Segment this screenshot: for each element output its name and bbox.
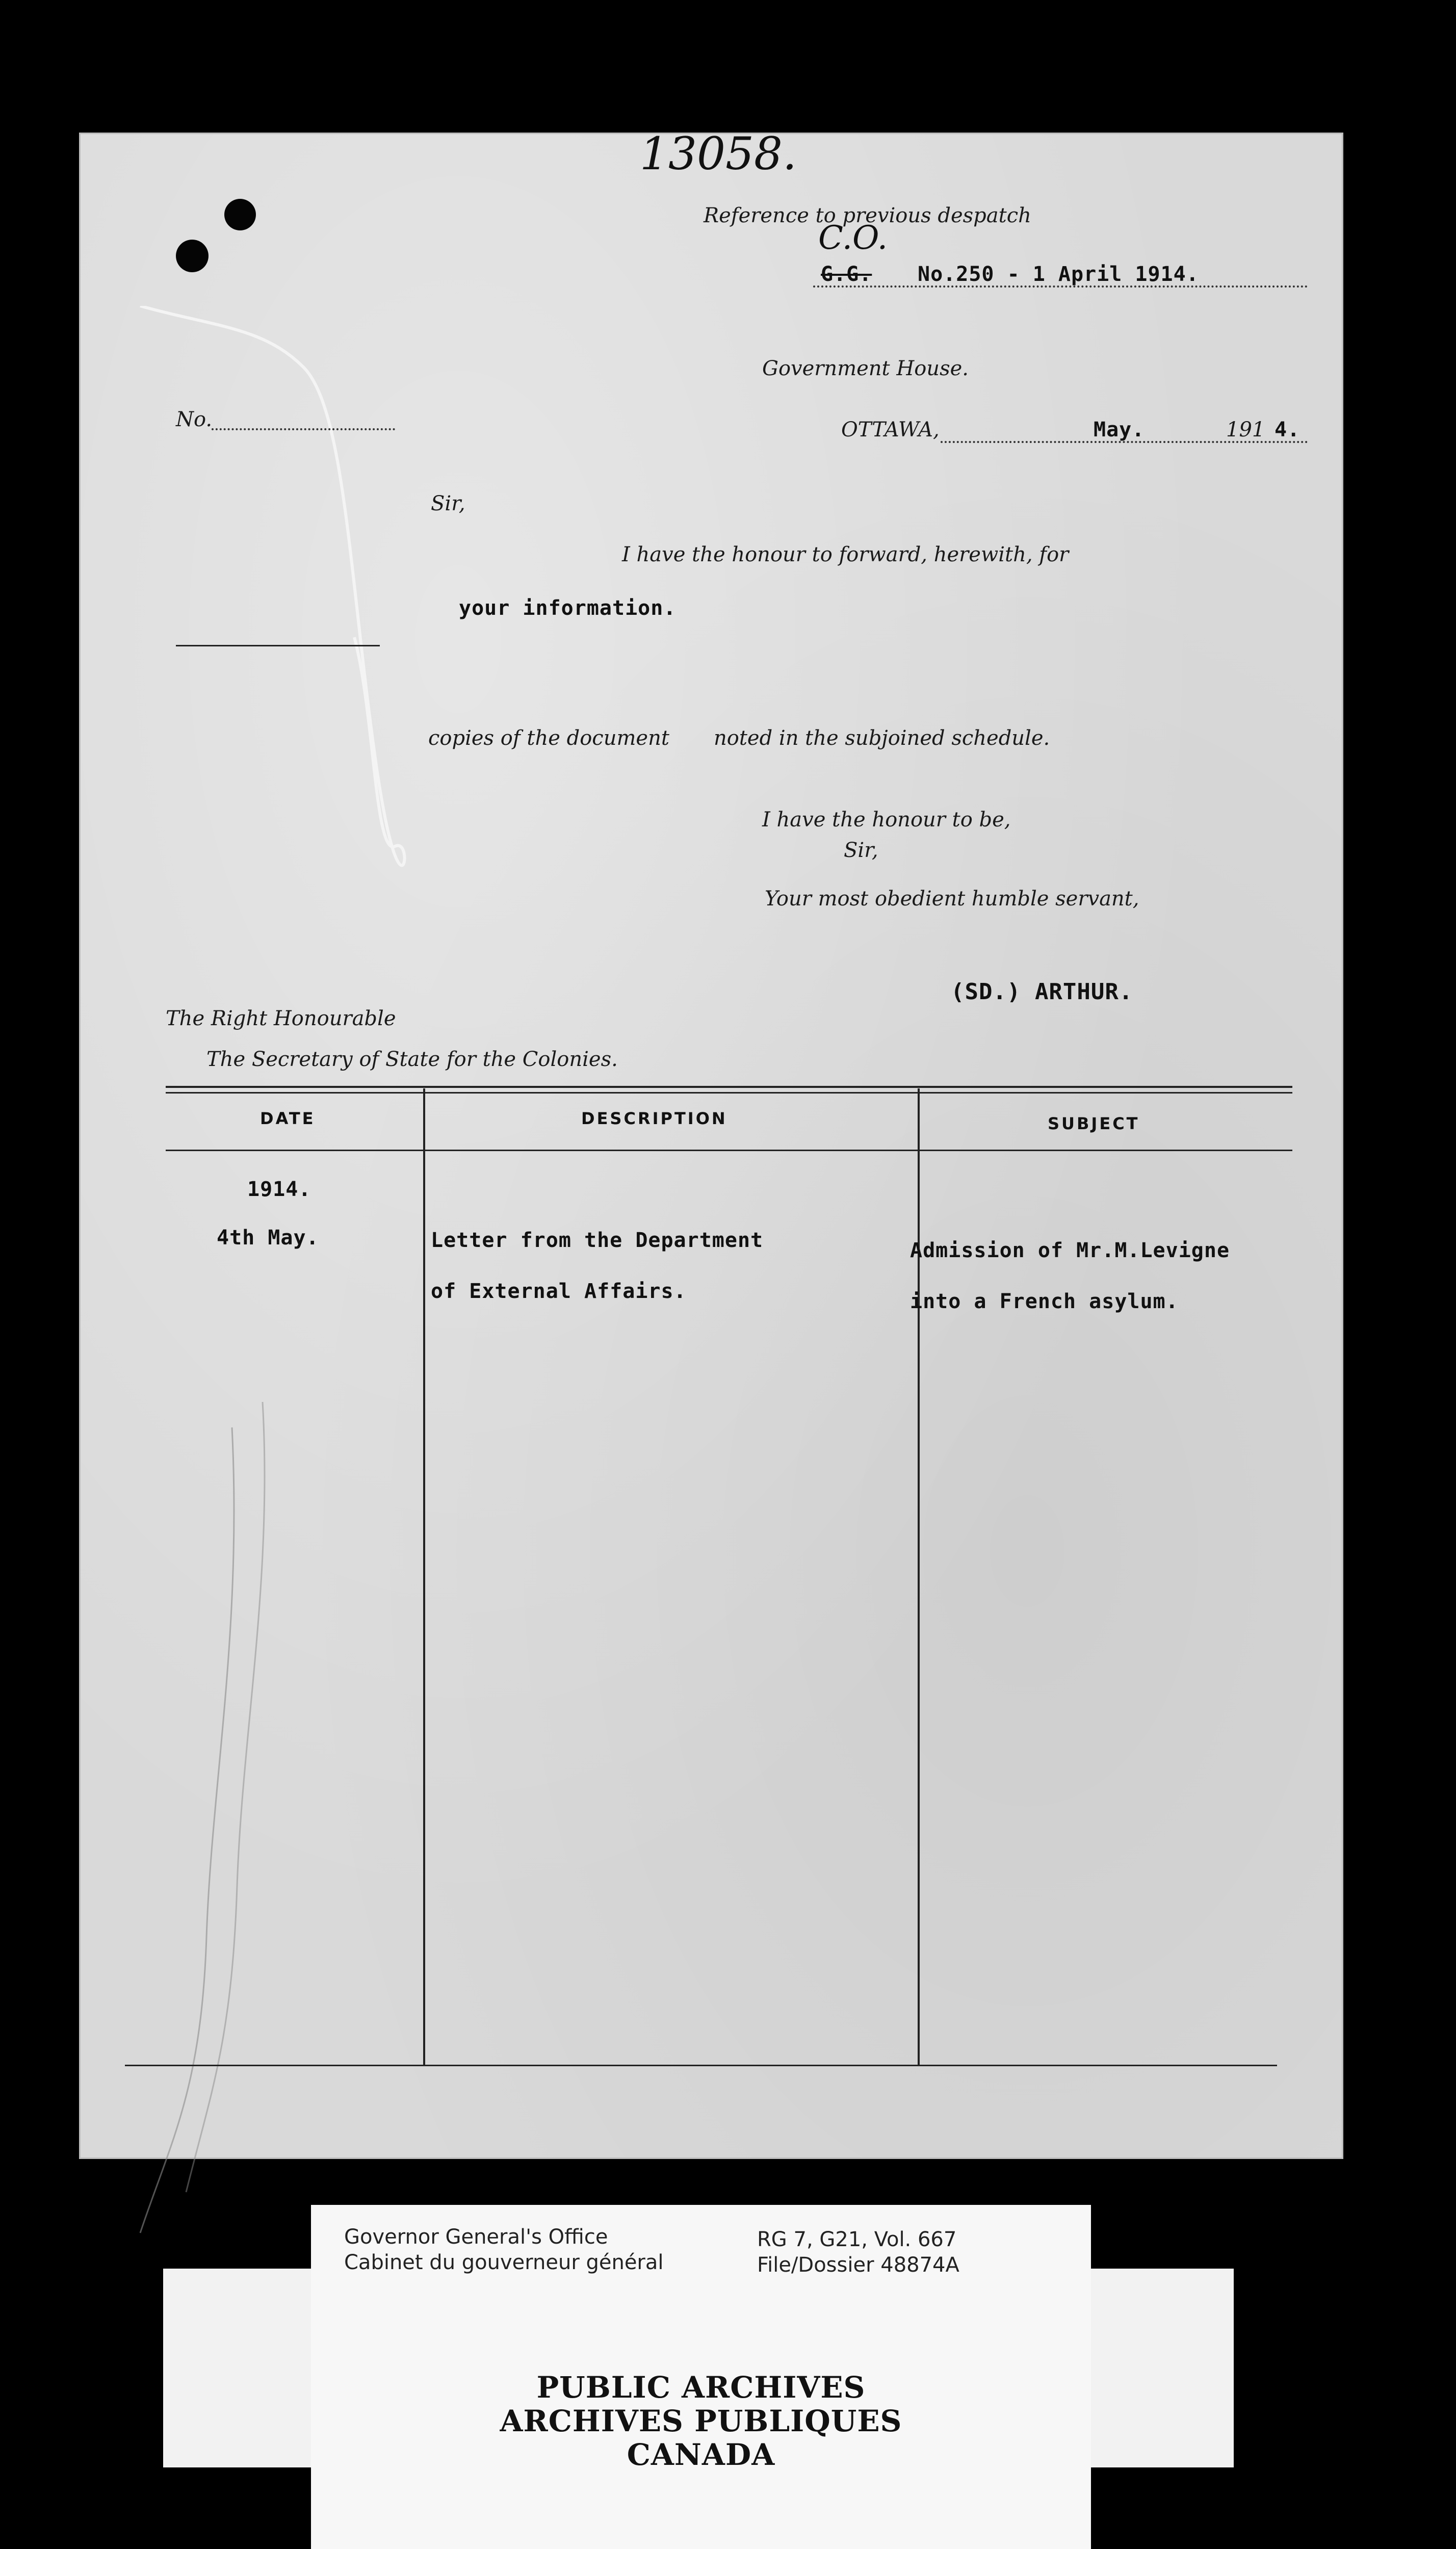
letter-line-1: I have the honour to forward, herewith, for [622, 543, 1069, 566]
schedule-description-line-1: Letter from the Department [431, 1229, 764, 1252]
schedule-description-line-2: of External Affairs. [431, 1280, 687, 1303]
table-column-divider-2 [918, 1088, 920, 2065]
closing-line-2: Sir, [844, 839, 878, 862]
table-bottom-rule [125, 2065, 1277, 2066]
despatch-reference: No.250 - 1 April 1914. [918, 263, 1199, 286]
table-column-divider-1 [423, 1088, 425, 2065]
signature: (SD.) ARTHUR. [951, 979, 1133, 1005]
archive-title-line-3: CANADA [627, 2437, 775, 2472]
schedule-year: 1914. [247, 1178, 311, 1201]
punch-hole [224, 199, 256, 230]
archive-office-fr: Cabinet du gouverneur général [344, 2251, 664, 2274]
column-header-date: DATE [260, 1109, 316, 1128]
archive-file: File/Dossier 48874A [757, 2253, 959, 2277]
addressee-line-2: The Secretary of State for the Colonies. [206, 1048, 618, 1071]
salutation: Sir, [431, 492, 465, 515]
archive-title-line-2: ARCHIVES PUBLIQUES [500, 2404, 902, 2438]
year-prefix: 191 [1226, 418, 1265, 441]
schedule-subject-line-1: Admission of Mr.M.Levigne [910, 1239, 1230, 1262]
crossed-prefix: G.G. [821, 263, 872, 286]
archive-title-line-1: PUBLIC ARCHIVES [536, 2370, 866, 2405]
reference-dotted-line [813, 285, 1308, 288]
closing-line-1: I have the honour to be, [762, 808, 1011, 831]
document-page [79, 127, 1343, 2159]
month-value: May. [1094, 418, 1145, 441]
addressee-line-1: The Right Honourable [166, 1007, 396, 1030]
table-top-rule-2 [166, 1092, 1292, 1094]
label-tab-left [163, 2269, 316, 2467]
schedule-date: 4th May. [217, 1226, 319, 1250]
archive-title [311, 2371, 1091, 2472]
handwritten-file-number: 13058. [640, 127, 797, 180]
government-house: Government House. [762, 357, 969, 380]
letter-purpose: your information. [459, 596, 677, 620]
archive-reference: RG 7, G21, Vol. 667 [757, 2228, 957, 2251]
margin-rule [176, 645, 380, 646]
schedule-subject-line-2: into a French asylum. [910, 1290, 1179, 1313]
punch-hole [176, 240, 209, 272]
place-label: OTTAWA, [841, 418, 940, 441]
column-header-description: DESCRIPTION [581, 1109, 727, 1128]
closing-line-3: Your most obedient humble servant, [765, 887, 1139, 911]
archive-label [311, 2205, 1091, 2549]
table-header-rule [166, 1150, 1292, 1151]
letter-line-2-right: noted in the subjoined schedule. [714, 726, 1050, 750]
label-tab-right [1086, 2269, 1234, 2467]
handwritten-office-code: C.O. [818, 219, 888, 257]
table-top-rule [166, 1086, 1292, 1088]
letter-line-2-left: copies of the document [428, 726, 669, 750]
year-suffix: 4. [1275, 418, 1301, 441]
number-label: No. [176, 408, 213, 431]
number-dotted-line [212, 428, 395, 430]
column-header-subject: SUBJECT [1048, 1114, 1140, 1133]
archive-office-en: Governor General's Office [344, 2225, 608, 2249]
reference-label: Reference to previous despatch [704, 204, 1031, 227]
